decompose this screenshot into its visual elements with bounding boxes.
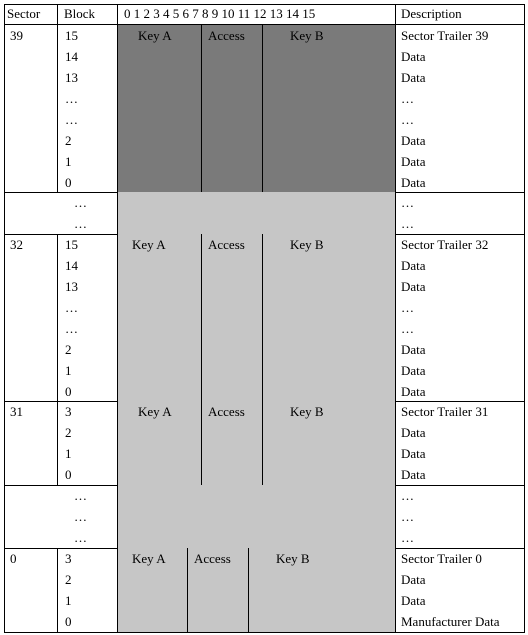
sector-number: 32: [10, 237, 23, 252]
key-a-label: Key A: [132, 551, 166, 566]
block-number: 1: [65, 593, 72, 608]
block-description: …: [401, 112, 414, 127]
sector-column-divider: [57, 401, 58, 486]
block-description: Sector Trailer 0: [401, 551, 482, 566]
block-number: 0: [65, 175, 72, 190]
block-number: 1: [65, 446, 72, 461]
gap-ellipsis: …: [401, 216, 414, 231]
key-b-label: Key B: [290, 404, 324, 419]
access-divider: [262, 25, 263, 193]
key-b-label: Key B: [290, 237, 324, 252]
table-right-border: [524, 4, 525, 633]
table-left-border: [4, 4, 5, 633]
block-description: Data: [401, 70, 426, 85]
access-label: Access: [208, 404, 245, 419]
section-divider: [4, 632, 525, 633]
block-number: 14: [65, 258, 78, 273]
block-number: …: [65, 300, 78, 315]
block-number: 0: [65, 614, 72, 629]
block-number: 0: [65, 467, 72, 482]
sector-number: 39: [10, 28, 23, 43]
sector-number: 0: [10, 551, 17, 566]
block-description: Data: [401, 425, 426, 440]
block-number: 13: [65, 279, 78, 294]
block-description: Sector Trailer 32: [401, 237, 489, 252]
gap-shading: [118, 192, 395, 234]
block-number: 2: [65, 133, 72, 148]
block-number: 1: [65, 363, 72, 378]
block-number: 14: [65, 49, 78, 64]
gap-ellipsis: …: [401, 509, 414, 524]
key-b-label: Key B: [290, 28, 324, 43]
gap-ellipsis: …: [74, 530, 87, 545]
block-description: Data: [401, 446, 426, 461]
key-a-divider: [187, 548, 188, 633]
block-description: Data: [401, 279, 426, 294]
access-label: Access: [208, 237, 245, 252]
block-description: Data: [401, 384, 426, 399]
header-block: Block: [64, 6, 96, 21]
gap-ellipsis: …: [401, 195, 414, 210]
sector-number: 31: [10, 404, 23, 419]
block-number: 13: [65, 70, 78, 85]
key-a-divider: [201, 234, 202, 402]
access-divider: [262, 401, 263, 486]
gap-ellipsis: …: [74, 509, 87, 524]
gap-ellipsis: …: [401, 530, 414, 545]
block-description: Data: [401, 363, 426, 378]
key-a-label: Key A: [132, 237, 166, 252]
key-a-label: Key A: [138, 28, 172, 43]
access-label: Access: [194, 551, 231, 566]
block-number: 2: [65, 572, 72, 587]
block-description: …: [401, 321, 414, 336]
sector-column-divider: [57, 25, 58, 193]
table-top-border: [4, 4, 525, 5]
block-number: …: [65, 91, 78, 106]
block-description: …: [401, 300, 414, 315]
description-column-divider: [395, 4, 396, 633]
block-description: Data: [401, 258, 426, 273]
block-description: Data: [401, 342, 426, 357]
header-sector: Sector: [7, 6, 41, 21]
block-description: …: [401, 91, 414, 106]
block-description: Data: [401, 175, 426, 190]
key-a-label: Key A: [138, 404, 172, 419]
block-description: Data: [401, 154, 426, 169]
header-bytes: 0 1 2 3 4 5 6 7 8 9 10 11 12 13 14 15: [124, 6, 316, 21]
block-number: …: [65, 321, 78, 336]
block-description: Data: [401, 593, 426, 608]
sector-column-divider: [57, 234, 58, 402]
block-column-divider: [117, 4, 118, 633]
sector-dark-shading: [118, 25, 395, 192]
block-number: …: [65, 112, 78, 127]
access-label: Access: [208, 28, 245, 43]
block-number: 2: [65, 425, 72, 440]
block-number: 1: [65, 154, 72, 169]
block-description: Sector Trailer 39: [401, 28, 489, 43]
access-divider: [262, 234, 263, 402]
gap-ellipsis: …: [401, 488, 414, 503]
block-number: 15: [65, 28, 78, 43]
key-b-label: Key B: [276, 551, 310, 566]
key-a-divider: [201, 25, 202, 193]
block-number: 2: [65, 342, 72, 357]
block-number: 3: [65, 404, 72, 419]
block-description: Data: [401, 572, 426, 587]
block-description: Manufacturer Data: [401, 614, 500, 629]
block-description: Data: [401, 133, 426, 148]
gap-ellipsis: …: [74, 488, 87, 503]
block-description: Data: [401, 49, 426, 64]
block-number: 0: [65, 384, 72, 399]
sector-column-divider: [57, 4, 58, 25]
sector-light-shading: [118, 234, 395, 401]
gap-ellipsis: …: [74, 195, 87, 210]
block-number: 15: [65, 237, 78, 252]
block-description: Sector Trailer 31: [401, 404, 489, 419]
sector-column-divider: [57, 548, 58, 633]
header-description: Description: [401, 6, 462, 21]
gap-shading: [118, 485, 395, 548]
block-description: Data: [401, 467, 426, 482]
gap-ellipsis: …: [74, 216, 87, 231]
header-divider: [4, 24, 525, 25]
access-divider: [248, 548, 249, 633]
block-number: 3: [65, 551, 72, 566]
key-a-divider: [201, 401, 202, 486]
